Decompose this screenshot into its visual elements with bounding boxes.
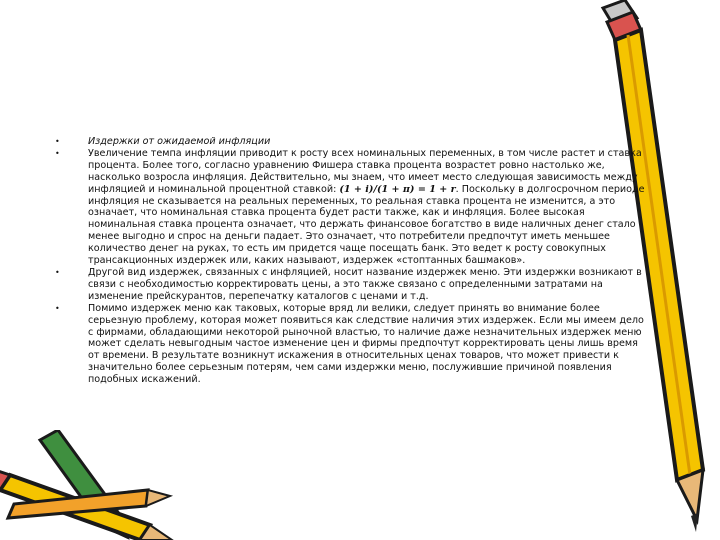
list-item (55, 136, 651, 148)
crossed-pencils-icon (0, 430, 175, 540)
list-item (55, 148, 651, 267)
list-item (55, 303, 651, 386)
bullet-icon: • (55, 148, 60, 158)
bullet-icon: • (55, 267, 60, 277)
fisher-formula: (1 + i)/(1 + π) = 1 + r (339, 183, 456, 195)
paragraph-text: Другой вид издержек, связанных с инфляцией, носит название издержек меню. Эти издержки возникают в связи с необходимостью корректировать цены, а это также связано с определенными затратами на изменение прейскурантов, перепечатку каталогов с ценами и т.д. (88, 266, 642, 302)
list-item (55, 267, 651, 303)
paragraph-text: Помимо издержек меню как таковых, которые вряд ли велики, следует принять во внимание более серьезную проблему, которая может появиться как следствие наличия этих издержек. Если мы имеем дело с фирмами, обладающими некоторой рыночной властью, то наличие даже незначительных издержек меню может сделать невыгодным частое изменение цен и фирмы предпочтут корректировать цены лишь время от времени. В результате возникнут искажения в относительных ценах товаров, что может привести к значительно более серьезным потерям, чем сами издержки меню, послужившие причиной появления подобных искажений. (88, 302, 644, 386)
bullet-icon: • (55, 303, 60, 313)
section-title: Издержки от ожидаемой инфляции (88, 136, 271, 147)
paragraph-text: Увеличение темпа инфляции приводит к росту всех номинальных переменных, в том числе растет и ставка процента. Более того, согласно уравнению Фишера ставка процента возрастет ровно настолько же, насколько возросла инфляция. Действительно, мы знаем, что имеет место следующая зависимость между инфляцией и номинальной процентной ставкой: (88, 147, 642, 195)
bullet-list (55, 136, 651, 386)
bullet-icon: • (55, 137, 60, 146)
paragraph-text: . Поскольку в долгосрочном периоде инфляция не сказывается на реальных переменных, то реальная ставка процента не изменится, а это означает, что номинальная ставка процента будет расти также, как и инфляция. Более высокая номинальная ставка процента означает, что держать финансовое богатство в виде наличных денег стало менее выгодно и спрос на деньги падает. Это означает, что потребители предпочтут иметь меньшее количество денег на руках, то есть им придется чаще посещать банк. Это ведет к росту совокупных трансакционных издержек или, каких называют, издержек «стоптанных башмаков». (88, 183, 645, 267)
